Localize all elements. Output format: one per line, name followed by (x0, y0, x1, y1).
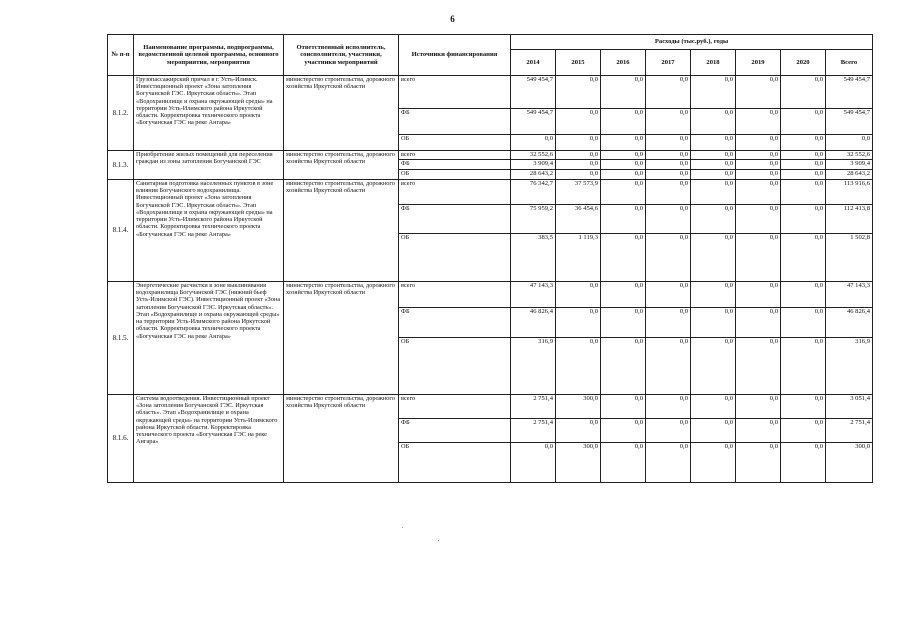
year-value: 0,0 (556, 135, 601, 151)
year-value: 0,0 (556, 151, 601, 160)
year-value: 0,0 (691, 443, 736, 483)
scan-speck (402, 527, 403, 528)
year-value: 0,0 (646, 443, 691, 483)
year-value: 0,0 (781, 76, 826, 109)
year-value: 0,0 (646, 308, 691, 338)
year-value: 0,0 (646, 282, 691, 308)
total-value: 112 413,8 (826, 205, 873, 234)
year-value: 0,0 (601, 395, 646, 419)
year-value: 0,0 (736, 338, 781, 395)
year-value: 0,0 (736, 443, 781, 483)
year-value: 300,0 (556, 395, 601, 419)
year-value: 0,0 (556, 282, 601, 308)
year-value: 0,0 (646, 180, 691, 205)
total-value: 2 751,4 (826, 419, 873, 443)
year-header: 2019 (736, 50, 781, 76)
total-value: 46 826,4 (826, 308, 873, 338)
year-value: 0,0 (736, 282, 781, 308)
item-executor: министерство строительства, дорожного хозяйства Иркутской области (284, 76, 399, 151)
year-value: 0,0 (601, 170, 646, 180)
year-value: 383,5 (511, 234, 556, 282)
year-value: 46 826,4 (511, 308, 556, 338)
year-value: 0,0 (601, 180, 646, 205)
funding-source: ФБ (399, 419, 511, 443)
year-value: 0,0 (556, 419, 601, 443)
year-value: 0,0 (601, 443, 646, 483)
year-value: 0,0 (601, 308, 646, 338)
year-value: 0,0 (646, 160, 691, 170)
year-value: 3 909,4 (511, 160, 556, 170)
total-value: 47 143,3 (826, 282, 873, 308)
year-value: 0,0 (781, 160, 826, 170)
year-value: 0,0 (556, 76, 601, 109)
total-value: 28 643,2 (826, 170, 873, 180)
year-value: 0,0 (781, 180, 826, 205)
total-value: 3 909,4 (826, 160, 873, 170)
total-value: 113 916,6 (826, 180, 873, 205)
total-value: 32 552,6 (826, 151, 873, 160)
year-value: 0,0 (736, 160, 781, 170)
year-value: 0,0 (781, 135, 826, 151)
header-executor: Ответственный исполнитель, соисполнители, участники, участники мероприятий (284, 35, 399, 76)
year-value: 0,0 (781, 151, 826, 160)
year-value: 0,0 (736, 135, 781, 151)
table-row (108, 282, 873, 308)
item-number: 8.1.4. (108, 180, 134, 282)
item-name: Энергетические расчистки в зоне выклинивания водохранилища Богучанской ГЭС (нижний бьеф Усть-Илимской ГЭС). Инвестиционный проект «Зона затопления Богучанской ГЭС. Иркутская область». Этап «Водохранилище и охрана окружающей среды» на территории Усть-Илимского района Иркутской области. Корректировка технического проекта «Богучанская ГЭС на реке Ангара» (134, 282, 284, 395)
year-value: 0,0 (691, 308, 736, 338)
header-num: № п-п (108, 35, 134, 76)
year-value: 0,0 (601, 151, 646, 160)
funding-source: всего (399, 282, 511, 308)
total-value: 316,9 (826, 338, 873, 395)
header-source: Источники финансирования (399, 35, 511, 76)
total-value: 0,0 (826, 135, 873, 151)
year-value: 0,0 (646, 234, 691, 282)
item-executor: министерство строительства, дорожного хозяйства Иркутской области (284, 151, 399, 180)
year-value: 0,0 (691, 135, 736, 151)
page-number: 6 (450, 14, 455, 24)
year-value: 0,0 (781, 419, 826, 443)
year-value: 0,0 (556, 109, 601, 135)
item-name: Санитарная подготовка населенных пунктов в зоне влияния Богучанского водохранилища. Инвестиционный проект «Зона затопления Богучанской ГЭС. Иркутская область». Этап «Водохранилище и охрана окружающей среды» на территории Усть-Илимского района Иркутской области. Корректировка технического проекта «Богучанская ГЭС на реке Ангара» (134, 180, 284, 282)
year-header: 2017 (646, 50, 691, 76)
year-value: 0,0 (691, 76, 736, 109)
funding-source: ФБ (399, 308, 511, 338)
year-value: 0,0 (556, 308, 601, 338)
year-value: 0,0 (736, 395, 781, 419)
year-value: 0,0 (601, 76, 646, 109)
item-name: Грузопассажирский причал в г. Усть-Илимск. Инвестиционный проект «Зона затопления Богучанской ГЭС. Иркутская область». Этап «Водохранилище и охрана окружающей среды» на территории Усть-Илимского района Иркутской области. Корректировка технического проекта «Богучанская ГЭС на реке Ангара» (134, 76, 284, 151)
year-value: 0,0 (781, 170, 826, 180)
year-value: 0,0 (781, 234, 826, 282)
year-value: 0,0 (736, 151, 781, 160)
year-value: 0,0 (781, 109, 826, 135)
year-value: 0,0 (601, 205, 646, 234)
year-value: 0,0 (601, 282, 646, 308)
year-value: 0,0 (691, 109, 736, 135)
year-value: 0,0 (646, 395, 691, 419)
year-value: 0,0 (691, 160, 736, 170)
year-value: 0,0 (781, 395, 826, 419)
year-value: 0,0 (646, 135, 691, 151)
year-value: 0,0 (556, 170, 601, 180)
year-value: 0,0 (691, 205, 736, 234)
total-value: 549 454,7 (826, 76, 873, 109)
total-value: 1 502,8 (826, 234, 873, 282)
year-value: 28 643,2 (511, 170, 556, 180)
year-value: 300,0 (556, 443, 601, 483)
year-value: 0,0 (781, 443, 826, 483)
item-number: 8.1.3. (108, 151, 134, 180)
funding-source: ФБ (399, 160, 511, 170)
year-value: 36 454,6 (556, 205, 601, 234)
total-value: 3 051,4 (826, 395, 873, 419)
year-value: 0,0 (646, 338, 691, 395)
year-value: 0,0 (691, 180, 736, 205)
item-number: 8.1.5. (108, 282, 134, 395)
year-value: 0,0 (691, 170, 736, 180)
year-value: 0,0 (646, 419, 691, 443)
year-value: 0,0 (601, 338, 646, 395)
year-value: 37 573,9 (556, 180, 601, 205)
year-value: 0,0 (646, 76, 691, 109)
table-row (108, 180, 873, 205)
header-expenses: Расходы (тыс.руб.), годы (511, 35, 873, 50)
year-value: 0,0 (601, 160, 646, 170)
table-row (108, 76, 873, 109)
item-name: Система водоотведения. Инвестиционный проект «Зона затопления Богучанской ГЭС. Иркутская область». Этап «Водохранилище и охрана окружающей среды» на территории Усть-Илимского района Иркутской области. Корректировка технического проекта «Богучанская ГЭС на реке Ангара» (134, 395, 284, 483)
table-row (108, 395, 873, 419)
year-header: 2015 (556, 50, 601, 76)
item-number: 8.1.2. (108, 76, 134, 151)
year-value: 0,0 (736, 170, 781, 180)
year-value: 0,0 (781, 308, 826, 338)
header-name: Наименование программы, подпрограммы, ведомственной целевой программы, основного мероприятия, мероприятия (134, 35, 284, 76)
year-value: 0,0 (691, 151, 736, 160)
year-value: 0,0 (736, 109, 781, 135)
year-value: 0,0 (691, 419, 736, 443)
funding-source: ФБ (399, 205, 511, 234)
funding-source: ОБ (399, 170, 511, 180)
year-value: 0,0 (691, 395, 736, 419)
year-value: 0,0 (736, 76, 781, 109)
table-row (108, 151, 873, 160)
total-value: 549 454,7 (826, 109, 873, 135)
funding-source: всего (399, 180, 511, 205)
scan-speck (438, 540, 439, 541)
year-value: 0,0 (736, 205, 781, 234)
year-value: 32 552,6 (511, 151, 556, 160)
funding-source: всего (399, 151, 511, 160)
year-value: 0,0 (736, 308, 781, 338)
item-executor: министерство строительства, дорожного хозяйства Иркутской области (284, 282, 399, 395)
year-value: 0,0 (691, 234, 736, 282)
year-value: 0,0 (646, 205, 691, 234)
year-value: 0,0 (736, 180, 781, 205)
year-value: 0,0 (646, 109, 691, 135)
year-value: 0,0 (601, 109, 646, 135)
item-executor: министерство строительства, дорожного хозяйства Иркутской области (284, 180, 399, 282)
year-value: 316,9 (511, 338, 556, 395)
year-value: 2 751,4 (511, 419, 556, 443)
item-number: 8.1.6. (108, 395, 134, 483)
year-value: 0,0 (556, 160, 601, 170)
year-value: 75 959,2 (511, 205, 556, 234)
year-value: 0,0 (511, 443, 556, 483)
table-header (108, 35, 873, 76)
year-header: 2014 (511, 50, 556, 76)
year-value: 0,0 (646, 170, 691, 180)
year-value: 0,0 (736, 234, 781, 282)
year-value: 2 751,4 (511, 395, 556, 419)
year-value: 0,0 (781, 338, 826, 395)
year-value: 0,0 (781, 282, 826, 308)
item-executor: министерство строительства, дорожного хозяйства Иркутской области (284, 395, 399, 483)
funding-source: ОБ (399, 135, 511, 151)
funding-source: всего (399, 76, 511, 109)
year-value: 0,0 (556, 338, 601, 395)
year-value: 549 454,7 (511, 76, 556, 109)
year-value: 1 119,3 (556, 234, 601, 282)
funding-source: ОБ (399, 443, 511, 483)
year-header: Всего (826, 50, 873, 76)
year-header: 2018 (691, 50, 736, 76)
year-value: 47 143,3 (511, 282, 556, 308)
year-value: 0,0 (691, 282, 736, 308)
year-value: 0,0 (601, 234, 646, 282)
funding-source: ФБ (399, 109, 511, 135)
year-value: 0,0 (646, 151, 691, 160)
year-value: 549 454,7 (511, 109, 556, 135)
funding-source: ОБ (399, 338, 511, 395)
year-value: 0,0 (736, 419, 781, 443)
funding-source: всего (399, 395, 511, 419)
year-value: 0,0 (511, 135, 556, 151)
table-body (108, 76, 873, 483)
year-header: 2016 (601, 50, 646, 76)
item-name: Приобретение жилых помещений для переселения граждан из зоны затопления Богучанской ГЭС (134, 151, 284, 180)
funding-source: ОБ (399, 234, 511, 282)
year-value: 76 342,7 (511, 180, 556, 205)
year-value: 0,0 (691, 338, 736, 395)
year-header: 2020 (781, 50, 826, 76)
year-value: 0,0 (781, 205, 826, 234)
year-value: 0,0 (601, 419, 646, 443)
budget-table (107, 34, 873, 483)
total-value: 300,0 (826, 443, 873, 483)
year-value: 0,0 (601, 135, 646, 151)
